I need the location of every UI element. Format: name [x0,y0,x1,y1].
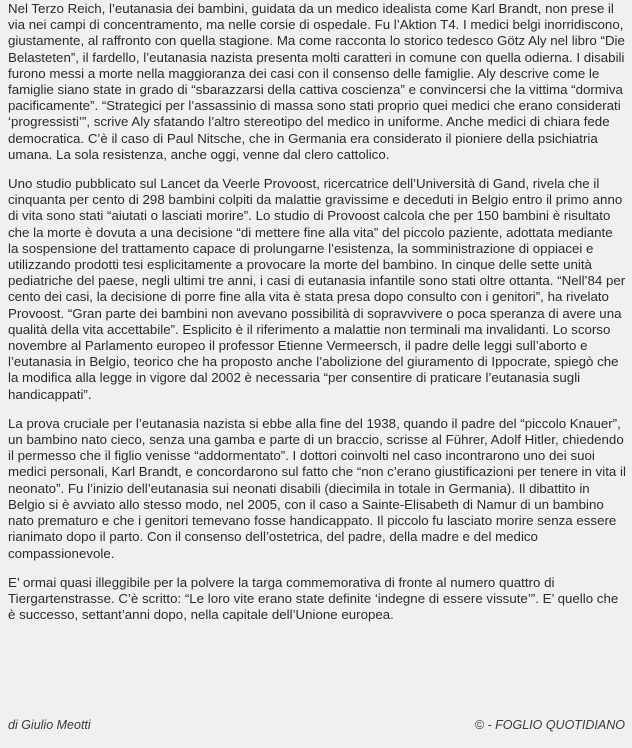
article-body [8,1,626,636]
source-credit: © - FOGLIO QUOTIDIANO [474,718,625,732]
article-paragraph: Uno studio pubblicato sul Lancet da Veerle Provoost, ricercatrice dell’Università di Gand, rivela che il cinquanta per cento di 298 bambini colpiti da malattie gravissime e deceduti in Belgio entro il primo anno di vita sono stati “aiutati o lasciati morire”. Lo studio di Provoost calcola che per 150 bambini è risultato che la morte è dovuta a una decisione “di mettere fine alla vita” del piccolo paziente, adottata mediante la sospensione del trattamento capace di prolungarne l’esistenza, la somministrazione di oppiacei e utilizzando prodotti tesi esplicitamente a provocare la morte del bambino. In cinque delle sette unità pediatriche del paese, negli ultimi tre anni, i casi di eutanasia infantile sono stati oltre ottanta. “Nell’84 per cento dei casi, la decisione di porre fine alla vita è stata presa dopo consulto con i genitori”, ha rivelato Provoost. “Gran parte dei bambini non avevano possibilità di sopravvivere o poca speranza di avere una qualità della vita accettabile”. Esplicito è il riferimento a malattie non terminali ma invalidanti. Lo scorso novembre al Parlamento europeo il professor Etienne Vermeersch, il padre delle leggi sull’aborto e l’eutanasia in Belgio, teorico che ha proposto anche l’abolizione del giuramento di Ippocrate, spiegò che la modifica alla legge in vigore dal 2002 è necessaria “per consentire di praticare l’eutanasia sugli handicappati”. [8,176,626,402]
author-byline: di Giulio Meotti [8,718,91,732]
article-paragraph: Nel Terzo Reich, l’eutanasia dei bambini, guidata da un medico idealista come Karl Brandt, non prese il via nei campi di concentramento, ma nelle corsie di ospedale. Fu l’Aktion T4. I medici belgi inorridiscono, giustamente, al raffronto con quella stagione. Ma come racconta lo storico tedesco Götz Aly nel libro “Die Belasteten”, il fardello, l’eutanasia nazista presenta molti caratteri in comune con quella odierna. I disabili furono messi a morte nella maggioranza dei casi con il consenso delle famiglie. Aly descrive come le famiglie siano state in grado di “sbarazzarsi della cattiva coscienza” e convincersi che la vittima “dormiva pacificamente”. “Strategici per l’assassinio di massa sono stati proprio quei medici che erano considerati ‘progressisti’”, scrive Aly sfatando l’altro stereotipo del medico in uniforme. Anche medici di chiara fede democratica. C’è il caso di Paul Nitsche, che in Germania era considerato il pioniere della psichiatria umana. La sola resistenza, anche oggi, venne dal clero cattolico. [8,1,625,162]
article-paragraph: La prova cruciale per l’eutanasia nazista si ebbe alla fine del 1938, quando il padre del “piccolo Knauer”, un bambino nato cieco, senza una gamba e parte di un braccio, scrisse al Führer, Adolf Hitler, chiedendo il permesso che il figlio venisse “addormentato”. I dottori coinvolti nel caso incontrarono uno dei suoi medici personali, Karl Brandt, e concordarono sul fatto che “non c’erano giustificazioni per tenere in vita il neonato”. Fu l’inizio dell’eutanasia sui neonati disabili (diecimila in totale in Germania). Il dibattito in Belgio si è avviato allo stesso modo, nel 2005, con il caso a Sainte-Elisabeth di Namur di un bambino nato prematuro e che i genitori temevano fosse handicappato. Il piccolo fu lasciato morire senza essere rianimato dopo il parto. Con il consenso dell’ostetrica, del padre, della madre e del medico compassionevole. [8,415,626,561]
article-paragraph: E’ ormai quasi illeggibile per la polvere la targa commemorativa di fronte al numero quattro di Tiergartenstrasse. C’è scritto: “Le loro vite erano state definite ‘indegne di essere vissute’”. E’ quello che è successo, settant’anni dopo, nella capitale dell’Unione europea. [8,574,619,623]
